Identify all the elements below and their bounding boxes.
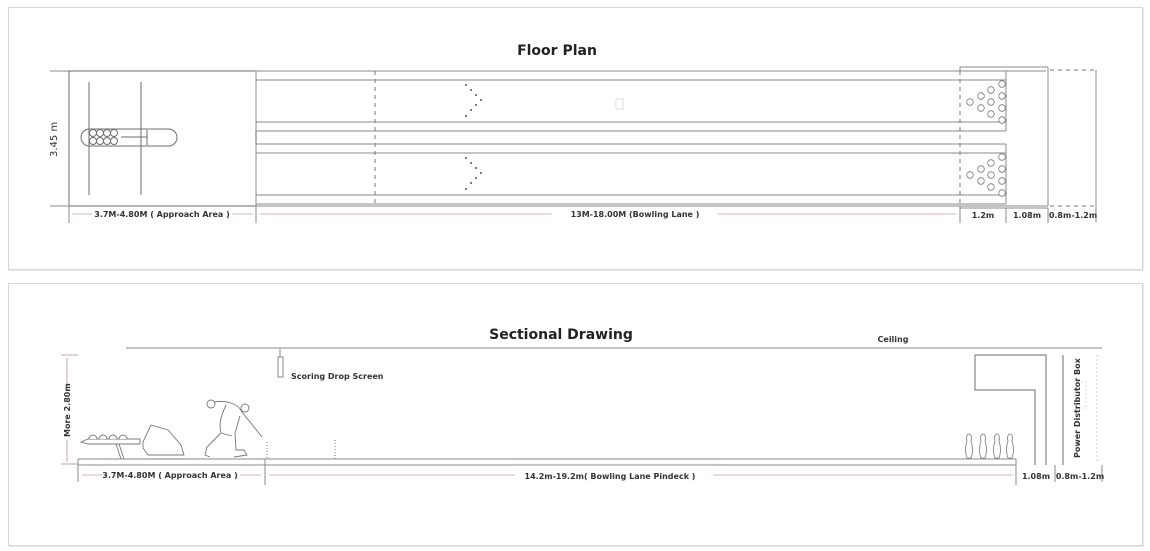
pins-icon — [965, 434, 1013, 458]
pinsetter-dimension: 1.08m — [1012, 211, 1042, 220]
scoring-label: Scoring Drop Screen — [291, 372, 384, 381]
lane-pindeck-dimension: 14.2m-19.2m( Bowling Lane Pindeck ) — [524, 472, 696, 481]
bowler-figure-icon — [205, 400, 262, 457]
pinsetter-dimension: 1.08m — [1021, 472, 1051, 481]
service-dimension: 0.8m-1.2m — [1048, 211, 1098, 220]
approach-dimension: 3.7M-4.80M ( Approach Area ) — [102, 471, 238, 480]
ceiling-label: Ceiling — [877, 335, 909, 344]
sectional-title: Sectional Drawing — [489, 327, 633, 343]
width-label: 3.45 m — [49, 121, 60, 157]
ball-return-icon — [81, 425, 185, 459]
height-label: More 2.80m — [63, 383, 72, 437]
pindeck-dimension: 1.2m — [971, 211, 995, 220]
power-box-label: Power Distributor Box — [1073, 358, 1082, 458]
lane-dimension: 13M-18.00M (Bowling Lane ) — [570, 210, 700, 219]
approach-dimension: 3.7M-4.80M ( Approach Area ) — [94, 210, 230, 219]
scoring-screen-icon — [278, 349, 283, 377]
service-dimension: 0.8m-1.2m — [1055, 472, 1105, 481]
floor-plan-title: Floor Plan — [517, 43, 597, 59]
